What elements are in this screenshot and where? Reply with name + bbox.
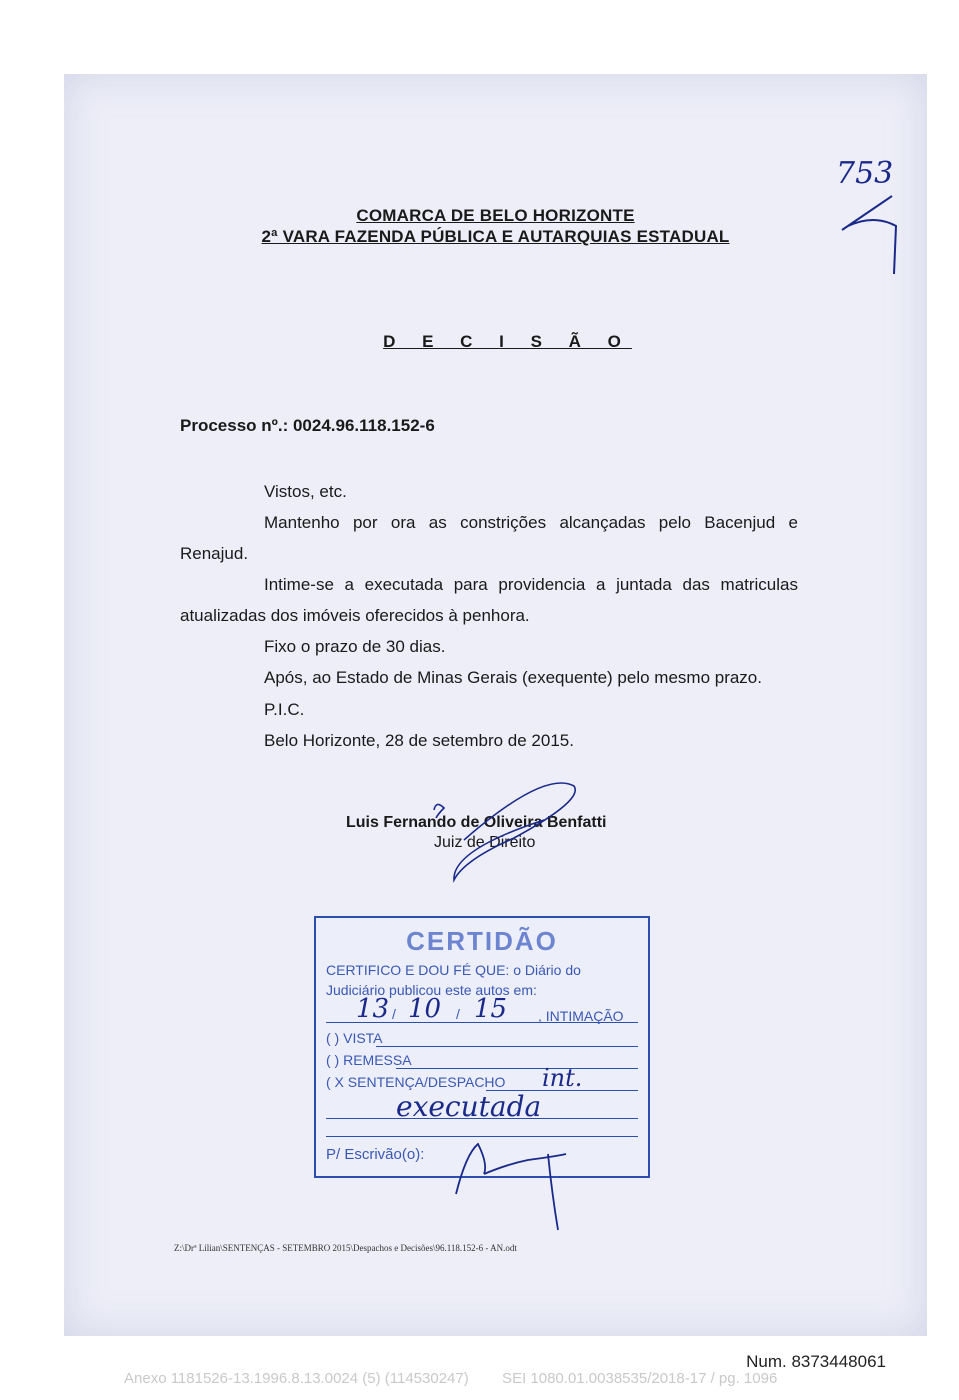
stamp-date-sep2: / xyxy=(456,1006,460,1022)
stamp-rule xyxy=(326,1118,638,1119)
paragraph-vistos: Vistos, etc. xyxy=(264,482,347,501)
stamp-date-sep1: / xyxy=(392,1006,396,1022)
stamp-rule xyxy=(326,1022,638,1023)
paragraph-pic: P.I.C. xyxy=(264,700,305,719)
paragraph-intime-line2: atualizadas dos imóveis oferecidos à penhora. xyxy=(180,606,530,625)
paragraph-mantenho-line2: Renajud. xyxy=(180,544,249,563)
court-header-line1: COMARCA DE BELO HORIZONTE xyxy=(356,206,635,225)
stamp-date-month: 10 xyxy=(408,994,442,1024)
stamp-date-year: 15 xyxy=(474,994,508,1024)
stamp-escrivao: P/ Escrivão(o): xyxy=(326,1146,425,1163)
paragraph-estado: Após, ao Estado de Minas Gerais (exequente) pelo mesmo prazo. xyxy=(264,668,762,687)
stamp-option-remessa: ( ) REMESSA xyxy=(326,1052,412,1068)
stamp-title: CERTIDÃO xyxy=(406,926,558,956)
judge-signature xyxy=(424,780,594,890)
stamp-rule xyxy=(376,1046,638,1047)
judge-role: Juiz de Direito xyxy=(434,834,536,851)
stamp-option-sentenca: ( X SENTENÇA/DESPACHO xyxy=(326,1074,506,1090)
court-header-line2: 2ª VARA FAZENDA PÚBLICA E AUTARQUIAS ESTADUAL xyxy=(261,227,730,246)
stamp-certifico: CERTIFICO E DOU FÉ QUE: o Diário do xyxy=(326,962,581,978)
paragraph-prazo: Fixo o prazo de 30 dias. xyxy=(264,637,446,656)
stamp-option-vista: ( ) VISTA xyxy=(326,1030,383,1046)
stamp-handwritten-int: int. xyxy=(542,1064,583,1092)
stamp-handwritten-executada: executada xyxy=(396,1090,542,1123)
process-number: Processo nº.: 0024.96.118.152-6 xyxy=(180,416,435,435)
paragraph-mantenho-line1: Mantenho por ora as constrições alcançadas pelo Bacenjud e xyxy=(264,513,798,532)
paragraph-date-place: Belo Horizonte, 28 de setembro de 2015. xyxy=(264,731,574,750)
stamp-rule xyxy=(396,1068,638,1069)
stamp-date-day: 13 xyxy=(356,994,390,1024)
document-page xyxy=(64,74,927,1336)
document-title: D E C I S Ã O xyxy=(383,332,632,351)
stamp-intimacao: , INTIMAÇÃO xyxy=(538,1008,624,1024)
document-num: Num. 8373448061 xyxy=(746,1352,886,1371)
paragraph-intime-line1: Intime-se a executada para providencia a juntada das matriculas xyxy=(264,575,798,594)
judge-name: Luis Fernando de Oliveira Benfatti xyxy=(346,814,607,831)
escrivao-signature xyxy=(448,1134,588,1234)
file-path-footer: Z:\Drª Lilian\SENTENÇAS - SETEMBRO 2015\Despachos e Decisões\96.118.152-6 - AN.odt xyxy=(174,1243,517,1253)
handwritten-page-number: 753 xyxy=(836,156,894,191)
anexo-footer: Anexo 1181526-13.1996.8.13.0024 (5) (114530247) SEI 1080.01.0038535/2018-17 / pg. 1096 xyxy=(124,1370,778,1387)
stamp-publicou: Judiciário publicou este autos em: xyxy=(326,982,537,998)
